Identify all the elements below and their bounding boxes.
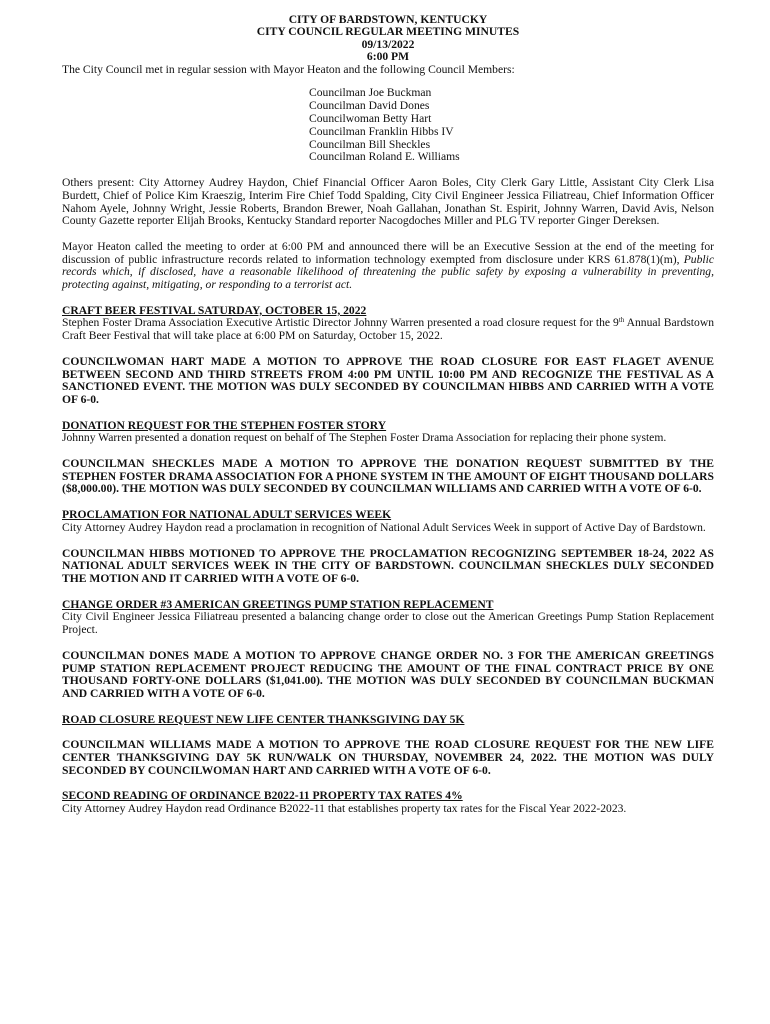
section-body-donation: Johnny Warren presented a donation request on behalf of The Stephen Foster Drama Association for replacing their phone system. <box>62 431 667 445</box>
krs-quote: Public records which, if disclosed, have a reasonable likelihood of threatening the public safety by exposing a vulnerability in preventing, protecting against, mitigating, or responding to a terrorist act. <box>62 252 714 292</box>
council-members-list <box>309 87 714 164</box>
council-member: Councilman Franklin Hibbs IV <box>309 124 454 138</box>
council-member: Councilman Roland E. Williams <box>309 150 460 164</box>
ordinal-suffix: th <box>618 316 625 325</box>
section-heading-change-order: CHANGE ORDER #3 AMERICAN GREETINGS PUMP STATION REPLACEMENT <box>62 597 494 611</box>
call-to-order-text: Mayor Heaton called the meeting to order at 6:00 PM and announced there will be an Executive Session at the end of the meeting for discussion of public infrastructure records related to information technology exempted from disclosure under KRS 61.878(1)(m), <box>62 239 714 266</box>
section-body-craft-beer <box>62 317 714 342</box>
document-title: CITY COUNCIL REGULAR MEETING MINUTES <box>256 25 520 39</box>
council-member: Councilwoman Betty Hart <box>309 111 432 125</box>
body-text: Stephen Foster Drama Association Executive Artistic Director Johnny Warren presented a road closure request for the 9 <box>62 316 619 330</box>
document-header <box>62 14 714 64</box>
section-heading-road-closure: ROAD CLOSURE REQUEST NEW LIFE CENTER THANKSGIVING DAY 5K <box>62 712 465 726</box>
motion-craft-beer: COUNCILWOMAN HART MADE A MOTION TO APPROVE THE ROAD CLOSURE FOR EAST FLAGET AVENUE BETWEEN SECOND AND THIRD STREETS FROM 4:00 PM UNTIL 10:00 PM AND RECOGNIZE THE FESTIVAL AS A SANCTIONED EVENT. THE MOTION WAS DULY SECONDED BY COUNCILMAN HIBBS AND CARRIED WITH A VOTE OF 6-0. <box>62 354 714 406</box>
motion-proclamation: COUNCILMAN HIBBS MOTIONED TO APPROVE THE PROCLAMATION RECOGNIZING SEPTEMBER 18-24, 2022 AS NATIONAL ADULT SERVICES WEEK IN THE CITY OF BARDSTOWN. COUNCILMAN SHECKLES DULY SECONDED THE MOTION AND IT CARRIED WITH A VOTE OF 6-0. <box>62 546 714 585</box>
section-heading-proclamation: PROCLAMATION FOR NATIONAL ADULT SERVICES WEEK <box>62 508 392 522</box>
motion-road-closure: COUNCILMAN WILLIAMS MADE A MOTION TO APPROVE THE ROAD CLOSURE REQUEST FOR THE NEW LIFE CENTER THANKSGIVING DAY 5K RUN/WALK ON THURSDAY, NOVEMBER 24, 2022. THE MOTION WAS DULY SECONDED BY COUNCILWOMAN HART AND CARRIED WITH A VOTE OF 6-0. <box>62 738 714 777</box>
meeting-date: 09/13/2022 <box>361 37 415 51</box>
others-present-paragraph: Others present: City Attorney Audrey Haydon, Chief Financial Officer Aaron Boles, City Clerk Gary Little, Assistant City Clerk Lisa Burdett, Chief of Police Kim Kraeszig, Interim Fire Chief Todd Spalding, City Civil Engineer Jessica Filiatreau, Chief Information Officer Nahom Ayele, Johnny Wright, Jessie Roberts, Brandon Brewer, Noah Gallahan, Jonathan St. Espirit, Johnny Warren, David Avis, Nelson County Gazette reporter Elijah Brooks, Kentucky Standard reporter Nacogdoches Miller and PLG TV reporter Ginger Dereksen. <box>62 176 714 228</box>
section-heading-craft-beer: CRAFT BEER FESTIVAL SATURDAY, OCTOBER 15, 2022 <box>62 303 367 317</box>
city-name: CITY OF BARDSTOWN, KENTUCKY <box>288 13 488 26</box>
motion-change-order: COUNCILMAN DONES MADE A MOTION TO APPROVE CHANGE ORDER NO. 3 FOR THE AMERICAN GREETINGS PUMP STATION REPLACEMENT PROJECT REDUCING THE AMOUNT OF THE FINAL CONTRACT PRICE BY ONE THOUSAND FORTY-ONE DOLLARS ($1,041.00). THE MOTION WAS DULY SECONDED BY COUNCILMAN BUCKMAN AND CARRIED WITH A VOTE OF 6-0. <box>62 648 714 700</box>
meeting-time: 6:00 PM <box>366 50 410 64</box>
section-heading-ordinance: SECOND READING OF ORDINANCE B2022-11 PROPERTY TAX RATES 4% <box>62 789 463 803</box>
council-member: Councilman Joe Buckman <box>309 86 432 100</box>
section-body-proclamation: City Attorney Audrey Haydon read a proclamation in recognition of National Adult Services Week in support of Active Day of Bardstown. <box>62 520 706 534</box>
body-text: Annual Bardstown Craft Beer Festival that will take place at 6:00 PM on Saturday, October 15, 2022. <box>62 316 714 343</box>
council-member: Councilman Bill Sheckles <box>309 137 431 151</box>
section-body-change-order: City Civil Engineer Jessica Filiatreau presented a balancing change order to close out the American Greetings Pump Station Replacement Project. <box>62 610 714 637</box>
section-heading-donation: DONATION REQUEST FOR THE STEPHEN FOSTER STORY <box>62 418 387 432</box>
call-to-order-paragraph <box>62 241 714 292</box>
council-member: Councilman David Dones <box>309 99 430 113</box>
motion-donation: COUNCILMAN SHECKLES MADE A MOTION TO APPROVE THE DONATION REQUEST SUBMITTED BY THE STEPHEN FOSTER DRAMA ASSOCIATION FOR A PHONE SYSTEM IN THE AMOUNT OF EIGHT THOUSAND DOLLARS ($8,000.00). THE MOTION WAS DULY SECONDED BY COUNCILMAN WILLIAMS AND CARRIED WITH A VOTE OF 6-0. <box>62 457 714 496</box>
section-body-ordinance: City Attorney Audrey Haydon read Ordinance B2022-11 that establishes property tax rates for the Fiscal Year 2022-2023. <box>62 802 627 816</box>
intro-paragraph: The City Council met in regular session with Mayor Heaton and the following Council Members: <box>62 62 515 76</box>
